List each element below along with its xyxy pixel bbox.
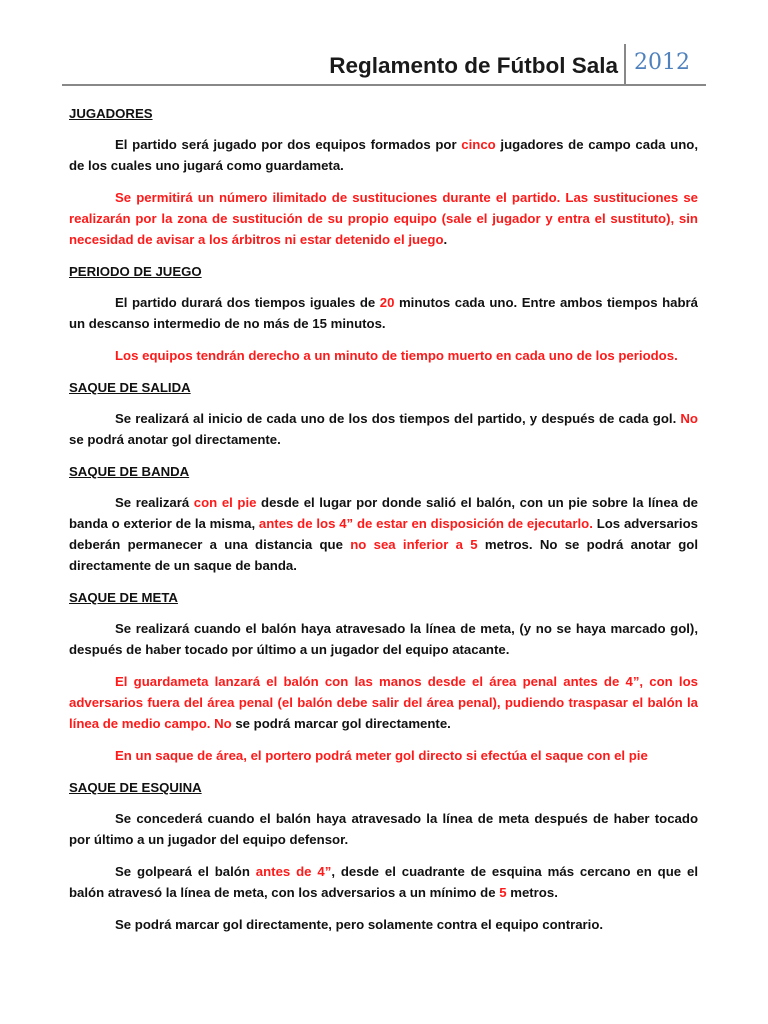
section-heading: SAQUE DE SALIDA [69, 380, 191, 395]
text-run: Se podrá marcar gol directamente, pero solamente contra el equipo contrario. [115, 917, 604, 932]
highlighted-text: 5 [499, 885, 507, 900]
text-run: Se realizará cuando el balón haya atravesado la línea de meta, (y no se haya marcado gol), después de haber tocado por último a un jugador del equipo atacante. [69, 621, 698, 657]
highlighted-text: antes de 4” [255, 864, 332, 879]
text-run: Se golpeará el balón [115, 864, 256, 879]
text-run: Se concederá cuando el balón haya atravesado la línea de meta después de haber tocado por último a un jugador del equipo defensor. [69, 811, 698, 847]
section-heading: SAQUE DE ESQUINA [69, 780, 202, 795]
header-rule [62, 84, 706, 86]
paragraph [69, 914, 698, 935]
document-title: Reglamento de Fútbol Sala [329, 53, 618, 78]
text-run: se podrá marcar gol directamente. [231, 716, 451, 731]
text-run: El partido será jugado por dos equipos formados por [115, 137, 462, 152]
text-run: . [443, 232, 448, 247]
highlighted-text: Los equipos tendrán derecho a un minuto de tiempo muerto en cada uno de los periodos. [115, 348, 678, 363]
highlighted-text: El guardameta lanzará el balón con las manos desde el área penal antes de 4”, con los adversarios fuera del área penal (el balón debe salir del área penal), pudiendo traspasar el balón la línea de medio campo. No [69, 674, 698, 731]
section-heading: PERIODO DE JUEGO [69, 264, 202, 279]
highlighted-text: 20 [379, 295, 395, 310]
text-run: desde el lugar por donde salió el balón, con un pie sobre la línea de banda o exterior de la misma, [69, 495, 698, 531]
page-header [62, 44, 706, 84]
paragraph [69, 808, 698, 850]
paragraph [69, 671, 698, 734]
document-body [69, 103, 698, 946]
paragraph [69, 408, 698, 450]
text-run: se podrá anotar gol directamente. [69, 432, 281, 447]
highlighted-text: con el pie [193, 495, 257, 510]
highlighted-text: no sea inferior a 5 [350, 537, 478, 552]
highlighted-text: Se permitirá un número ilimitado de sustituciones durante el partido. Las sustituciones se realizarán por la zona de sustitución de su propio equipo (sale el jugador y entra el sustituto), sin necesidad de avisar a los árbitros ni estar detenido el juego [69, 190, 698, 247]
text-run: metros. No se podrá anotar gol directamente de un saque de banda. [69, 537, 698, 573]
highlighted-text: En un saque de área, el portero podrá meter gol directo si efectúa el saque con el pie [115, 748, 648, 763]
paragraph [69, 134, 698, 176]
highlighted-text: cinco [461, 137, 496, 152]
paragraph [69, 618, 698, 660]
paragraph [69, 292, 698, 334]
document-year: 2012 [634, 50, 690, 75]
paragraph [69, 492, 698, 576]
section-heading: SAQUE DE META [69, 590, 178, 605]
header-divider-vertical [624, 44, 626, 85]
highlighted-text: antes de los 4” de estar en disposición de ejecutarlo. [258, 516, 593, 531]
text-run: Se realizará [115, 495, 194, 510]
highlighted-text: No [680, 411, 698, 426]
paragraph [69, 745, 698, 766]
text-run: , desde el cuadrante de esquina más cercano en que el balón atravesó la línea de meta, con los adversarios a un mínimo de [69, 864, 698, 900]
paragraph [69, 187, 698, 250]
section-heading: SAQUE DE BANDA [69, 464, 190, 479]
paragraph [69, 345, 698, 366]
section-heading: JUGADORES [69, 106, 153, 121]
text-run: jugadores de campo cada uno, de los cuales uno jugará como guardameta. [69, 137, 698, 173]
text-run: Se realizará al inicio de cada uno de los dos tiempos del partido, y después de cada gol. [115, 411, 681, 426]
text-run: Los adversarios deberán permanecer a una distancia que [69, 516, 698, 552]
text-run: minutos cada uno. Entre ambos tiempos habrá un descanso intermedio de no más de 15 minutos. [69, 295, 698, 331]
text-run: metros. [506, 885, 558, 900]
text-run: El partido durará dos tiempos iguales de [115, 295, 380, 310]
paragraph [69, 861, 698, 903]
